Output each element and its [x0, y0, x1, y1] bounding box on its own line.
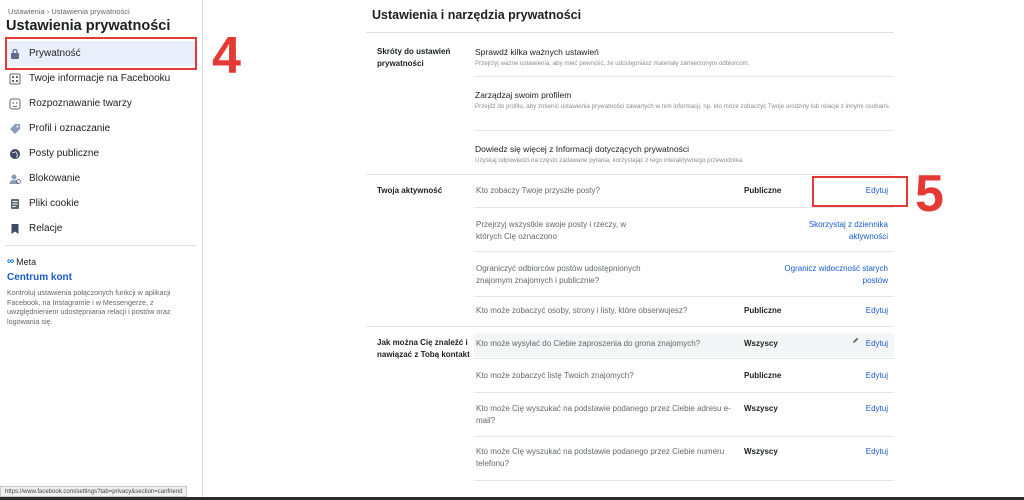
row-divider — [474, 436, 894, 437]
edit-link[interactable]: Edytuj — [865, 306, 888, 315]
sidebar-divider — [6, 245, 196, 246]
sidebar-item-profile-tagging[interactable] — [6, 116, 196, 141]
activity-log-link[interactable]: Skorzystaj z dziennika aktywności — [808, 220, 888, 241]
row-divider — [474, 296, 894, 297]
globe-icon — [9, 148, 21, 160]
sidebar-item-label: Twoje informacje na Facebooku — [29, 73, 171, 84]
setting-value: Wszyscy — [744, 447, 778, 456]
section-label-contact: Jak można Cię znaleźć i nawiązać z Tobą kontakt — [377, 338, 470, 359]
sidebar-item-label: Relacje — [29, 223, 63, 234]
edit-link[interactable]: Edytuj — [865, 371, 888, 380]
sidebar-nav — [6, 41, 196, 241]
page-title: Ustawienia i narzędzia prywatności — [372, 8, 582, 22]
setting-value: Publiczne — [744, 371, 782, 380]
edit-link[interactable]: Edytuj — [865, 404, 888, 413]
sidebar-item-label: Posty publiczne — [29, 148, 100, 159]
edit-link[interactable]: Edytuj — [865, 339, 888, 348]
info-grid-icon — [9, 73, 21, 85]
shortcut-description: Uzyskaj odpowiedzi na często zadawane pytania, korzystając z tego interaktywnego przewodnika. — [475, 157, 744, 164]
block-person-icon — [9, 173, 21, 185]
limit-past-posts-link[interactable]: Ogranicz widoczność starych postów — [784, 264, 888, 285]
sidebar-title: Ustawienia prywatności — [6, 18, 171, 34]
status-bar-url: https://www.facebook.com/settings?tab=privacy&section=canfriend — [0, 486, 187, 497]
sidebar-item-face-recognition[interactable] — [6, 91, 196, 116]
row-divider — [474, 207, 894, 208]
shortcut-title[interactable]: Sprawdź kilka ważnych ustawień — [475, 47, 599, 57]
meta-infinity-icon: ∞ — [7, 256, 15, 267]
meta-logo — [7, 256, 36, 267]
annotation-step-4: 4 — [212, 27, 241, 85]
shortcut-title[interactable]: Dowiedz się więcej z Informacji dotyczących prywatności — [475, 144, 689, 154]
setting-question: Kto może zobaczyć listę Twoich znajomych? — [476, 371, 634, 380]
sidebar-item-blocking[interactable] — [6, 166, 196, 191]
sidebar-item-label: Profil i oznaczanie — [29, 123, 111, 134]
title-divider — [366, 32, 894, 33]
row-divider — [474, 392, 894, 393]
accounts-center-description: Kontroluj ustawienia połączonych funkcji w aplikacji Facebook, na Instagramie i w Messengerze, z uwzględnieniem udostępniania relacji i postów oraz logowania się. — [7, 288, 171, 326]
annotation-highlight-privacy — [5, 37, 197, 70]
sidebar-item-cookies[interactable] — [6, 191, 196, 216]
sidebar-item-label: Prywatność — [29, 48, 81, 59]
setting-question: Kto może Cię wyszukać na podstawie podanego przez Ciebie adresu e-mail? — [476, 404, 731, 425]
setting-value: Wszyscy — [744, 404, 778, 413]
setting-question: Kto może wysyłać do Ciebie zaproszenia do grona znajomych? — [476, 339, 701, 348]
shortcut-title[interactable]: Zarządzaj swoim profilem — [475, 90, 572, 100]
setting-question: Kto może Cię wyszukać na podstawie podanego przez Ciebie numeru telefonu? — [476, 447, 725, 468]
row-divider — [474, 480, 894, 481]
sidebar-item-relations[interactable] — [6, 216, 196, 241]
edit-link[interactable]: Edytuj — [865, 186, 888, 195]
section-divider — [366, 174, 894, 175]
row-divider — [474, 358, 894, 359]
setting-value: Publiczne — [744, 186, 782, 195]
setting-value: Wszyscy — [744, 339, 778, 348]
row-divider — [474, 251, 894, 252]
setting-question: Ograniczyć odbiorców postów udostępnionych znajomym znajomych i publicznie? — [476, 264, 641, 285]
breadcrumb[interactable]: Ustawienia › Ustawienia prywatności — [8, 7, 130, 16]
annotation-step-5: 5 — [915, 165, 944, 223]
section-label-shortcuts: Skróty do ustawień prywatności — [377, 47, 451, 68]
cookie-icon — [9, 198, 21, 210]
shortcut-description: Przejrzyj ważne ustawienia, aby mieć pewność, że udostępniasz materiały zamierzonym odbiorcom. — [475, 60, 750, 67]
edit-link[interactable]: Edytuj — [865, 447, 888, 456]
annotation-highlight-edit — [812, 176, 908, 207]
setting-question: Kto może zobaczyć osoby, strony i listy, które obserwujesz? — [476, 306, 688, 315]
face-icon — [9, 98, 21, 110]
sidebar-item-label: Blokowanie — [29, 173, 81, 184]
setting-question: Przejrzyj wszystkie swoje posty i rzeczy, w których Cię oznaczono — [476, 220, 627, 241]
setting-value: Publiczne — [744, 306, 782, 315]
row-divider — [474, 130, 894, 131]
sidebar-item-public-posts[interactable] — [6, 141, 196, 166]
bookmark-icon — [9, 223, 21, 235]
section-label-activity: Twoja aktywność — [377, 186, 443, 195]
meta-logo-text: Meta — [16, 256, 37, 267]
row-divider — [474, 76, 894, 77]
accounts-center-link[interactable]: Centrum kont — [7, 272, 72, 283]
tag-icon — [9, 123, 21, 135]
sidebar-item-label: Rozpoznawanie twarzy — [29, 98, 132, 109]
sidebar-item-label: Pliki cookie — [29, 198, 80, 209]
section-divider — [366, 326, 894, 327]
shortcut-description: Przejdź do profilu, aby zmienić ustawienia prywatności zawartych w nim informacji, np. kto może zobaczyć Twoje urodziny lub relacje z innymi osobami. — [475, 103, 891, 110]
setting-question: Kto zobaczy Twoje przyszłe posty? — [476, 186, 600, 195]
settings-sidebar — [0, 0, 203, 500]
